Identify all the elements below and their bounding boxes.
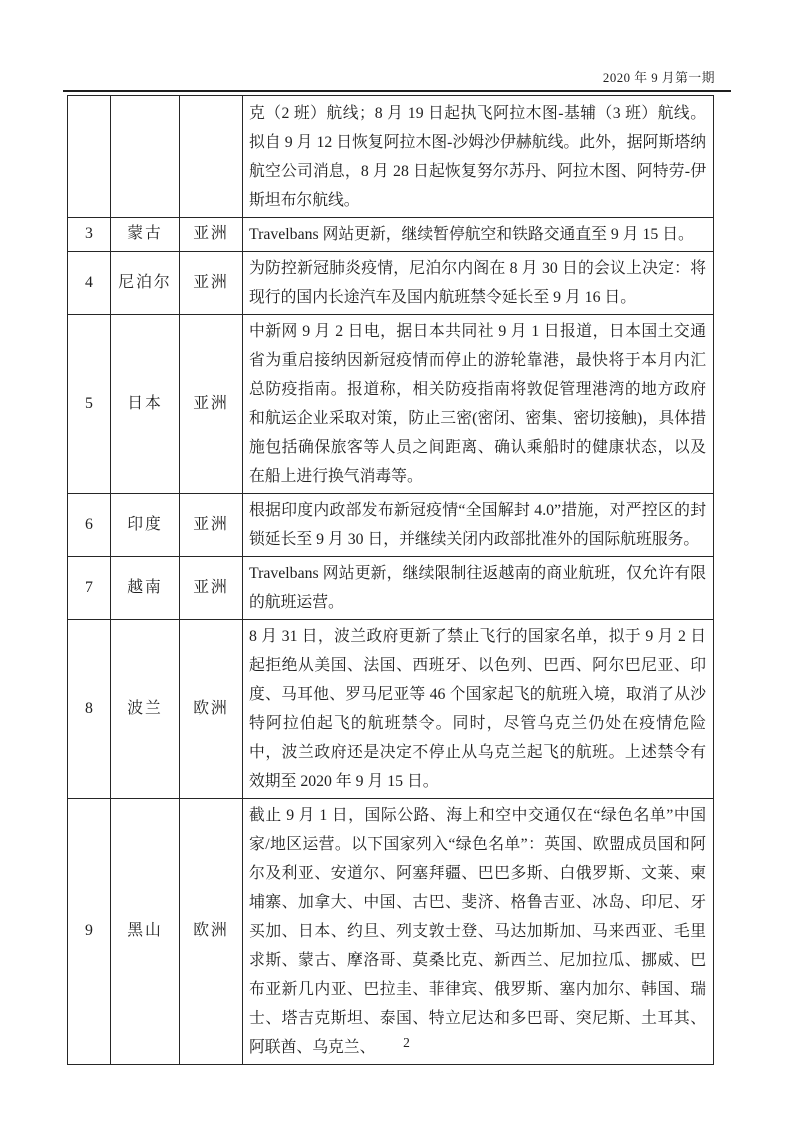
cell-country: 印度	[111, 494, 180, 557]
header-rule	[63, 90, 731, 92]
cell-continent: 欧洲	[180, 620, 243, 799]
cell-country: 蒙古	[111, 218, 180, 252]
cell-country: 尼泊尔	[111, 252, 180, 315]
cell-row-number: 5	[68, 315, 111, 494]
table-row	[68, 218, 714, 252]
cell-continent: 欧洲	[180, 799, 243, 1065]
cell-row-number: 8	[68, 620, 111, 799]
cell-description: 为防控新冠肺炎疫情，尼泊尔内阁在 8 月 30 日的会议上决定：将现行的国内长途汽车及国内航班禁令延长至 9 月 16 日。	[243, 252, 714, 315]
cell-continent: 亚洲	[180, 557, 243, 620]
cell-description: Travelbans 网站更新，继续限制往返越南的商业航班，仅允许有限的航班运营。	[243, 557, 714, 620]
cell-row-number: 6	[68, 494, 111, 557]
cell-row-number: 4	[68, 252, 111, 315]
cell-row-number: 7	[68, 557, 111, 620]
page-number: 2	[403, 1035, 410, 1050]
cell-row-number	[68, 96, 111, 218]
cell-description: 克（2 班）航线；8 月 19 日起执飞阿拉木图-基辅（3 班）航线。拟自 9 月 12 日恢复阿拉木图-沙姆沙伊赫航线。此外，据阿斯塔纳航空公司消息，8 月 28 日起恢复努尔苏丹、阿拉木图、阿特劳-伊斯坦布尔航线。	[243, 96, 714, 218]
table-row	[68, 799, 714, 1065]
cell-description: 根据印度内政部发布新冠疫情“全国解封 4.0”措施，对严控区的封锁延长至 9 月 30 日，并继续关闭内政部批准外的国际航班服务。	[243, 494, 714, 557]
cell-continent: 亚洲	[180, 252, 243, 315]
table-row	[68, 620, 714, 799]
cell-description: 截止 9 月 1 日，国际公路、海上和空中交通仅在“绿色名单”中国家/地区运营。以下国家列入“绿色名单”：英国、欧盟成员国和阿尔及利亚、安道尔、阿塞拜疆、巴巴多斯、白俄罗斯、文莱、柬埔寨、加拿大、中国、古巴、斐济、格鲁吉亚、冰岛、印尼、牙买加、日本、约旦、列支敦士登、马达加斯加、马来西亚、毛里求斯、蒙古、摩洛哥、莫桑比克、新西兰、尼加拉瓜、挪威、巴布亚新几内亚、巴拉圭、菲律宾、俄罗斯、塞内加尔、韩国、瑞士、塔吉克斯坦、泰国、特立尼达和多巴哥、突尼斯、土耳其、阿联酋、乌克兰、	[243, 799, 714, 1065]
cell-country: 越南	[111, 557, 180, 620]
travel-restrictions-table	[67, 95, 714, 1065]
table-row	[68, 96, 714, 218]
cell-description: 8 月 31 日，波兰政府更新了禁止飞行的国家名单，拟于 9 月 2 日起拒绝从美国、法国、西班牙、以色列、巴西、阿尔巴尼亚、印度、马耳他、罗马尼亚等 46 个国家起飞的航班入境，取消了从沙特阿拉伯起飞的航班禁令。同时，尽管乌克兰仍处在疫情危险中，波兰政府还是决定不停止从乌克兰起飞的航班。上述禁令有效期至 2020 年 9 月 15 日。	[243, 620, 714, 799]
table-body	[68, 96, 714, 1065]
cell-continent: 亚洲	[180, 218, 243, 252]
table-row	[68, 494, 714, 557]
cell-country: 黑山	[111, 799, 180, 1065]
table-row	[68, 557, 714, 620]
cell-country	[111, 96, 180, 218]
table-row	[68, 315, 714, 494]
cell-description: 中新网 9 月 2 日电，据日本共同社 9 月 1 日报道，日本国土交通省为重启接纳因新冠疫情而停止的游轮靠港，最快将于本月内汇总防疫指南。报道称，相关防疫指南将敦促管理港湾的地方政府和航运企业采取对策，防止三密(密闭、密集、密切接触)，具体措施包括确保旅客等人员之间距离、确认乘船时的健康状态，以及在船上进行换气消毒等。	[243, 315, 714, 494]
cell-description: Travelbans 网站更新，继续暂停航空和铁路交通直至 9 月 15 日。	[243, 218, 714, 252]
cell-continent	[180, 96, 243, 218]
cell-row-number: 3	[68, 218, 111, 252]
cell-country: 日本	[111, 315, 180, 494]
page-header-issue: 2020 年 9 月第一期	[602, 71, 715, 85]
cell-continent: 亚洲	[180, 315, 243, 494]
cell-country: 波兰	[111, 620, 180, 799]
cell-continent: 亚洲	[180, 494, 243, 557]
cell-row-number: 9	[68, 799, 111, 1065]
table-row	[68, 252, 714, 315]
